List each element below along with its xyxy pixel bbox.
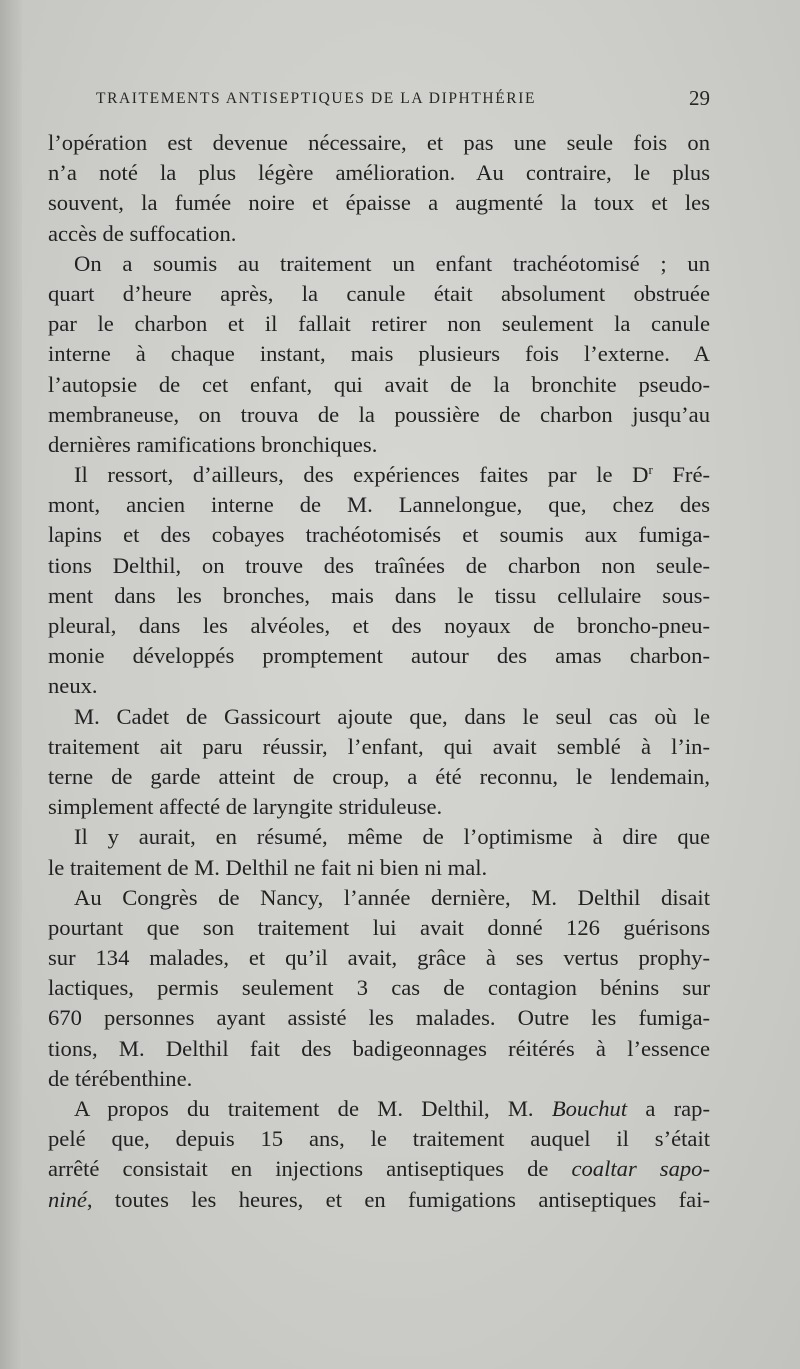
text-line (48, 460, 710, 490)
text-line-part: arrêté consistait en injections antiseptiques de (48, 1156, 572, 1182)
text-line: tions Delthil, on trouve des traînées de charbon non seule- (48, 552, 710, 578)
text-line: 670 personnes ayant assisté les malades. Outre les fumiga- (48, 1005, 710, 1031)
text-line: membraneuse, on trouva de la poussière de charbon jusqu’au (48, 401, 710, 427)
running-title: TRAITEMENTS ANTISEPTIQUES DE LA DIPHTHÉRIE (96, 90, 537, 107)
italic-name: Bouchut (551, 1096, 628, 1121)
italic-term: niné (48, 1186, 87, 1212)
text-line: pelé que, depuis 15 ans, le traitement auquel il s’était (48, 1126, 710, 1152)
text-line: simplement affecté de laryngite striduleuse. (48, 794, 443, 820)
text-line: interne à chaque instant, mais plusieurs fois l’externe. A (48, 341, 710, 367)
text-line: l’opération est devenue nécessaire, et pas une seule fois on (48, 130, 710, 155)
binding-gutter (0, 0, 22, 1369)
body-text (48, 128, 710, 1215)
italic-term: coaltar sapo- (571, 1156, 710, 1182)
text-line: On a soumis au traitement un enfant trachéotomisé ; un (74, 250, 710, 276)
text-line: le traitement de M. Delthil ne fait ni bien ni mal. (48, 854, 488, 880)
text-line: monie développés promptement autour des amas charbon- (48, 643, 710, 669)
text-line: traitement ait paru réussir, l’enfant, qui avait semblé à l’in- (48, 733, 710, 759)
text-line-part: a rap- (627, 1096, 710, 1121)
text-line: terne de garde atteint de croup, a été reconnu, le lendemain, (48, 763, 710, 789)
text-line: neux. (48, 673, 98, 699)
text-line: pleural, dans les alvéoles, et des noyaux de broncho-pneu- (48, 613, 710, 638)
text-line-part: A propos du traitement de M. Delthil, M. (74, 1096, 552, 1121)
text-line: accès de suffocation. (48, 220, 237, 246)
text-line: lactiques, permis seulement 3 cas de contagion bénins sur (48, 975, 710, 1001)
text-line (48, 1154, 710, 1184)
text-line: par le charbon et il fallait retirer non seulement la canule (48, 311, 710, 337)
text-line: ment dans les bronches, mais dans le tissu cellulaire sous- (48, 582, 710, 608)
text-line-part: Fré- (652, 462, 710, 488)
superscript-r: r (648, 462, 653, 478)
text-line: pourtant que son traitement lui avait donné 126 guérisons (48, 914, 710, 940)
text-line: mont, ancien interne de M. Lannelongue, que, chez des (48, 492, 710, 518)
page-number: 29 (689, 86, 710, 110)
text-line: dernières ramifications bronchiques. (48, 431, 378, 457)
text-line (48, 1185, 710, 1215)
text-line: Au Congrès de Nancy, l’année dernière, M. Delthil disait (74, 884, 710, 910)
running-head (96, 86, 710, 114)
text-line-part: Il ressort, d’ailleurs, des expériences faites par le D (74, 462, 649, 488)
text-line (48, 1094, 710, 1124)
text-line-part: , toutes les heures, et en fumigations antiseptiques fai- (86, 1186, 710, 1212)
text-line: quart d’heure après, la canule était absolument obstruée (48, 280, 710, 306)
text-line: de térébenthine. (48, 1065, 193, 1091)
text-line: Il y aurait, en résumé, même de l’optimisme à dire que (74, 824, 710, 850)
text-line: souvent, la fumée noire et épaisse a augmenté la toux et les (48, 190, 710, 216)
text-line: lapins et des cobayes trachéotomisés et soumis aux fumiga- (48, 522, 710, 548)
text-line: tions, M. Delthil fait des badigeonnages réitérés à l’essence (48, 1035, 710, 1061)
text-line: l’autopsie de cet enfant, qui avait de la bronchite pseudo- (48, 371, 710, 397)
text-line: M. Cadet de Gassicourt ajoute que, dans le seul cas où le (74, 703, 710, 729)
text-line: sur 134 malades, et qu’il avait, grâce à ses vertus prophy- (48, 945, 710, 971)
text-line: n’a noté la plus légère amélioration. Au contraire, le plus (48, 160, 710, 186)
